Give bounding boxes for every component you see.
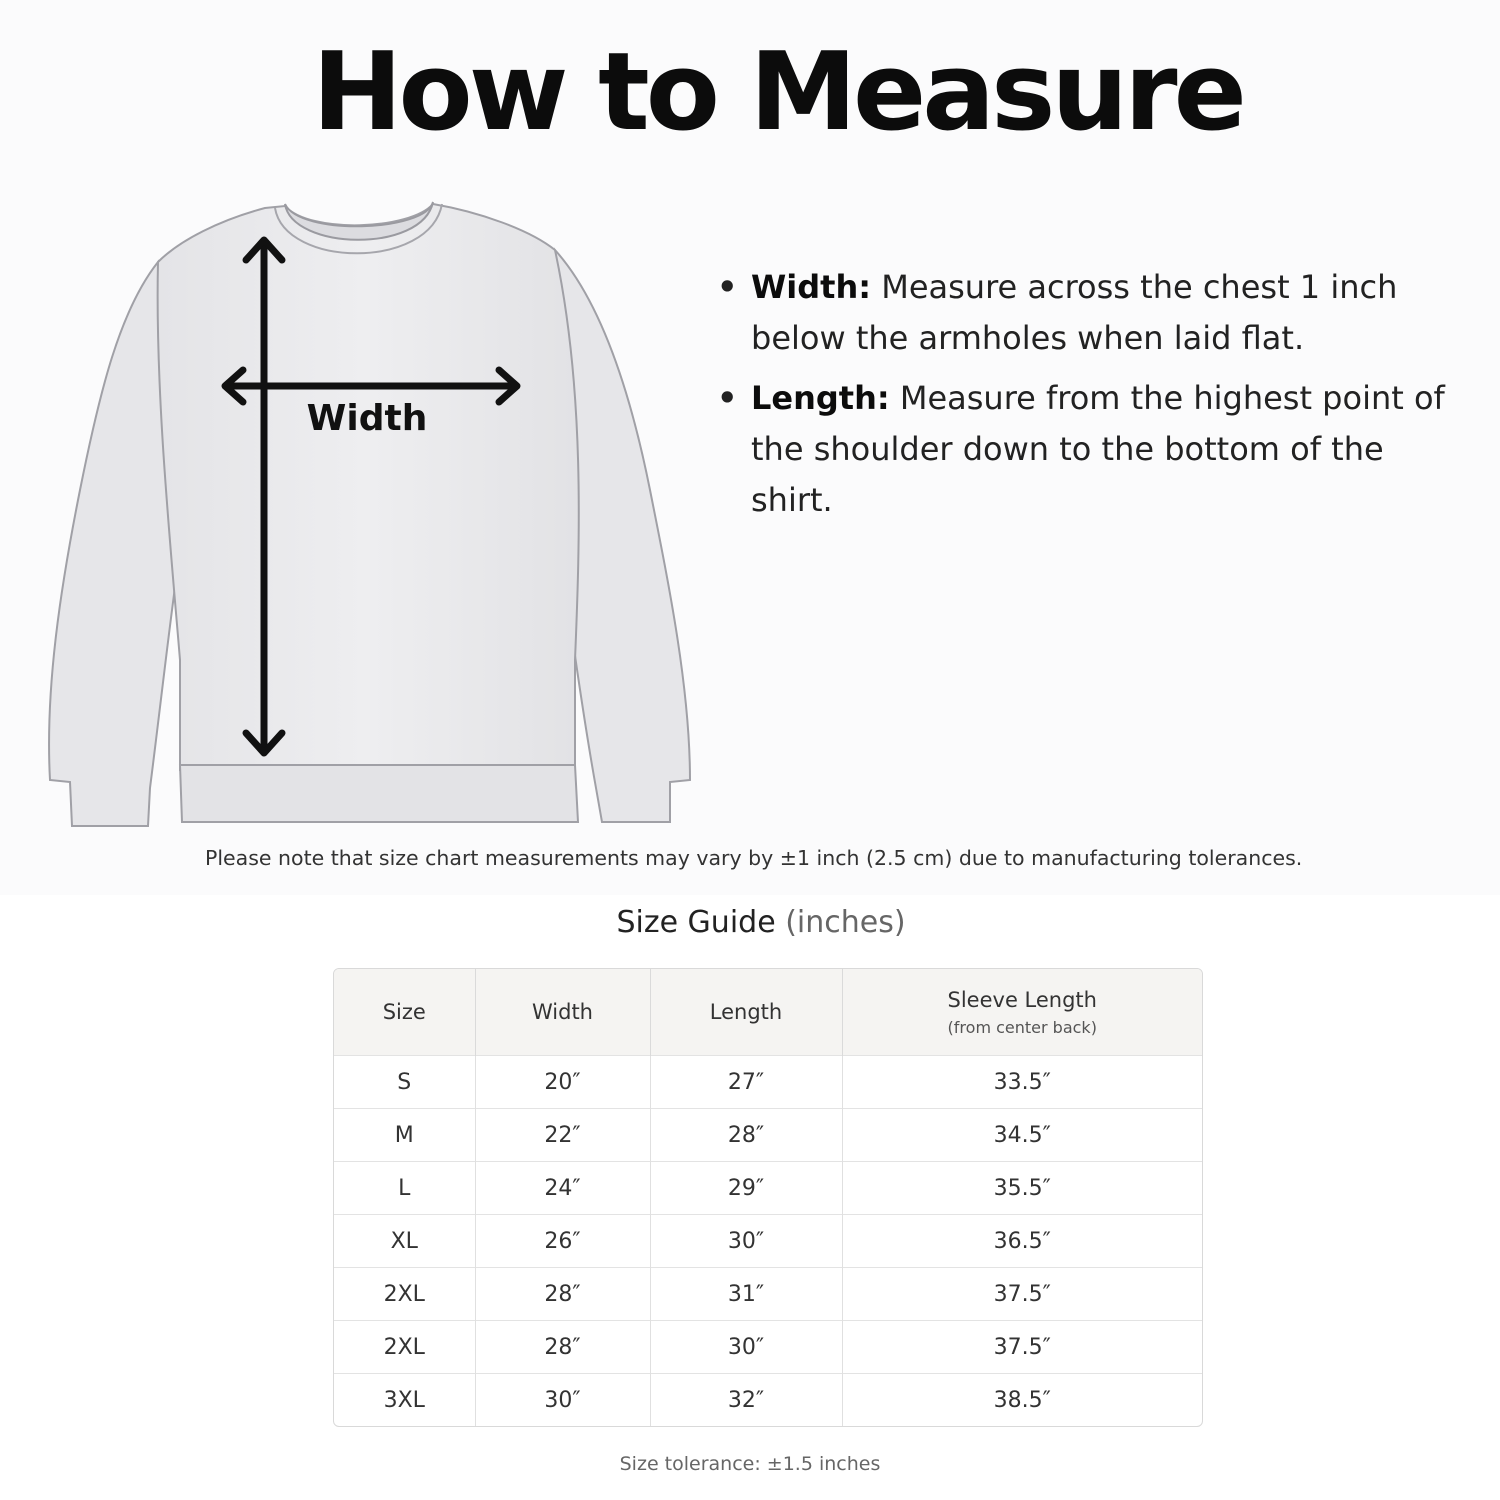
cell-width: 30″ (475, 1374, 650, 1427)
cell-size: M (334, 1109, 475, 1162)
cell-length: 28″ (650, 1109, 842, 1162)
cell-length: 31″ (650, 1268, 842, 1321)
cell-width: 20″ (475, 1056, 650, 1109)
sweatshirt-diagram (30, 190, 710, 840)
measurement-note: Please note that size chart measurements may vary by ±1 inch (2.5 cm) due to manufacturing tolerances. (205, 846, 1303, 870)
size-guide-title (0, 905, 1500, 940)
cell-size: S (334, 1056, 475, 1109)
table-header-row (334, 969, 1202, 1056)
header-width: Width (475, 969, 650, 1056)
table-row (334, 1162, 1202, 1215)
instruction-length: • Length: Measure from the highest point of the shoulder down to the bottom of the shirt. (717, 379, 1445, 519)
cell-size: 3XL (334, 1374, 475, 1427)
cell-length: 29″ (650, 1162, 842, 1215)
table-row (334, 1109, 1202, 1162)
header-size: Size (334, 969, 475, 1056)
cell-length: 30″ (650, 1215, 842, 1268)
cell-size: 2XL (334, 1268, 475, 1321)
measure-instructions (715, 262, 1475, 535)
cell-sleeve: 36.5″ (842, 1215, 1202, 1268)
cell-length: 27″ (650, 1056, 842, 1109)
instruction-width: • Width: Measure across the chest 1 inch below the armholes when laid flat. (717, 268, 1398, 357)
cell-sleeve: 33.5″ (842, 1056, 1202, 1109)
table-row (334, 1268, 1202, 1321)
header-length: Length (650, 969, 842, 1056)
cell-length: 32″ (650, 1374, 842, 1427)
cell-sleeve: 37.5″ (842, 1268, 1202, 1321)
page-title: How to Measure (312, 30, 1243, 155)
cell-size: XL (334, 1215, 475, 1268)
instruction-term: Length: (751, 379, 890, 417)
waistband (180, 765, 578, 822)
size-table-container (333, 968, 1203, 1427)
cell-width: 22″ (475, 1109, 650, 1162)
header-sleeve (842, 969, 1202, 1056)
shirt-body (158, 204, 579, 770)
size-guide-unit: (inches) (785, 905, 906, 940)
table-row (334, 1374, 1202, 1427)
cell-width: 28″ (475, 1321, 650, 1374)
cell-size: 2XL (334, 1321, 475, 1374)
cell-width: 24″ (475, 1162, 650, 1215)
table-row (334, 1056, 1202, 1109)
size-table (334, 969, 1202, 1426)
size-tolerance: Size tolerance: ±1.5 inches (619, 1453, 881, 1475)
cell-sleeve: 38.5″ (842, 1374, 1202, 1427)
cell-width: 26″ (475, 1215, 650, 1268)
instruction-term: Width: (751, 268, 872, 306)
width-label: Width (306, 398, 428, 439)
table-row (334, 1321, 1202, 1374)
cell-sleeve: 37.5″ (842, 1321, 1202, 1374)
cell-sleeve: 34.5″ (842, 1109, 1202, 1162)
cell-sleeve: 35.5″ (842, 1162, 1202, 1215)
cell-length: 30″ (650, 1321, 842, 1374)
instruction-text: Measure from the highest point of the shoulder down to the bottom of the shirt. (751, 379, 1445, 519)
instruction-text: Measure across the chest 1 inch below the armholes when laid flat. (751, 268, 1398, 357)
header-sleeve-sub: (from center back) (947, 1017, 1097, 1037)
header-sleeve-label: Sleeve Length (947, 987, 1097, 1012)
cell-size: L (334, 1162, 475, 1215)
cell-width: 28″ (475, 1268, 650, 1321)
size-guide-heading: Size Guide (616, 905, 776, 940)
table-row (334, 1215, 1202, 1268)
